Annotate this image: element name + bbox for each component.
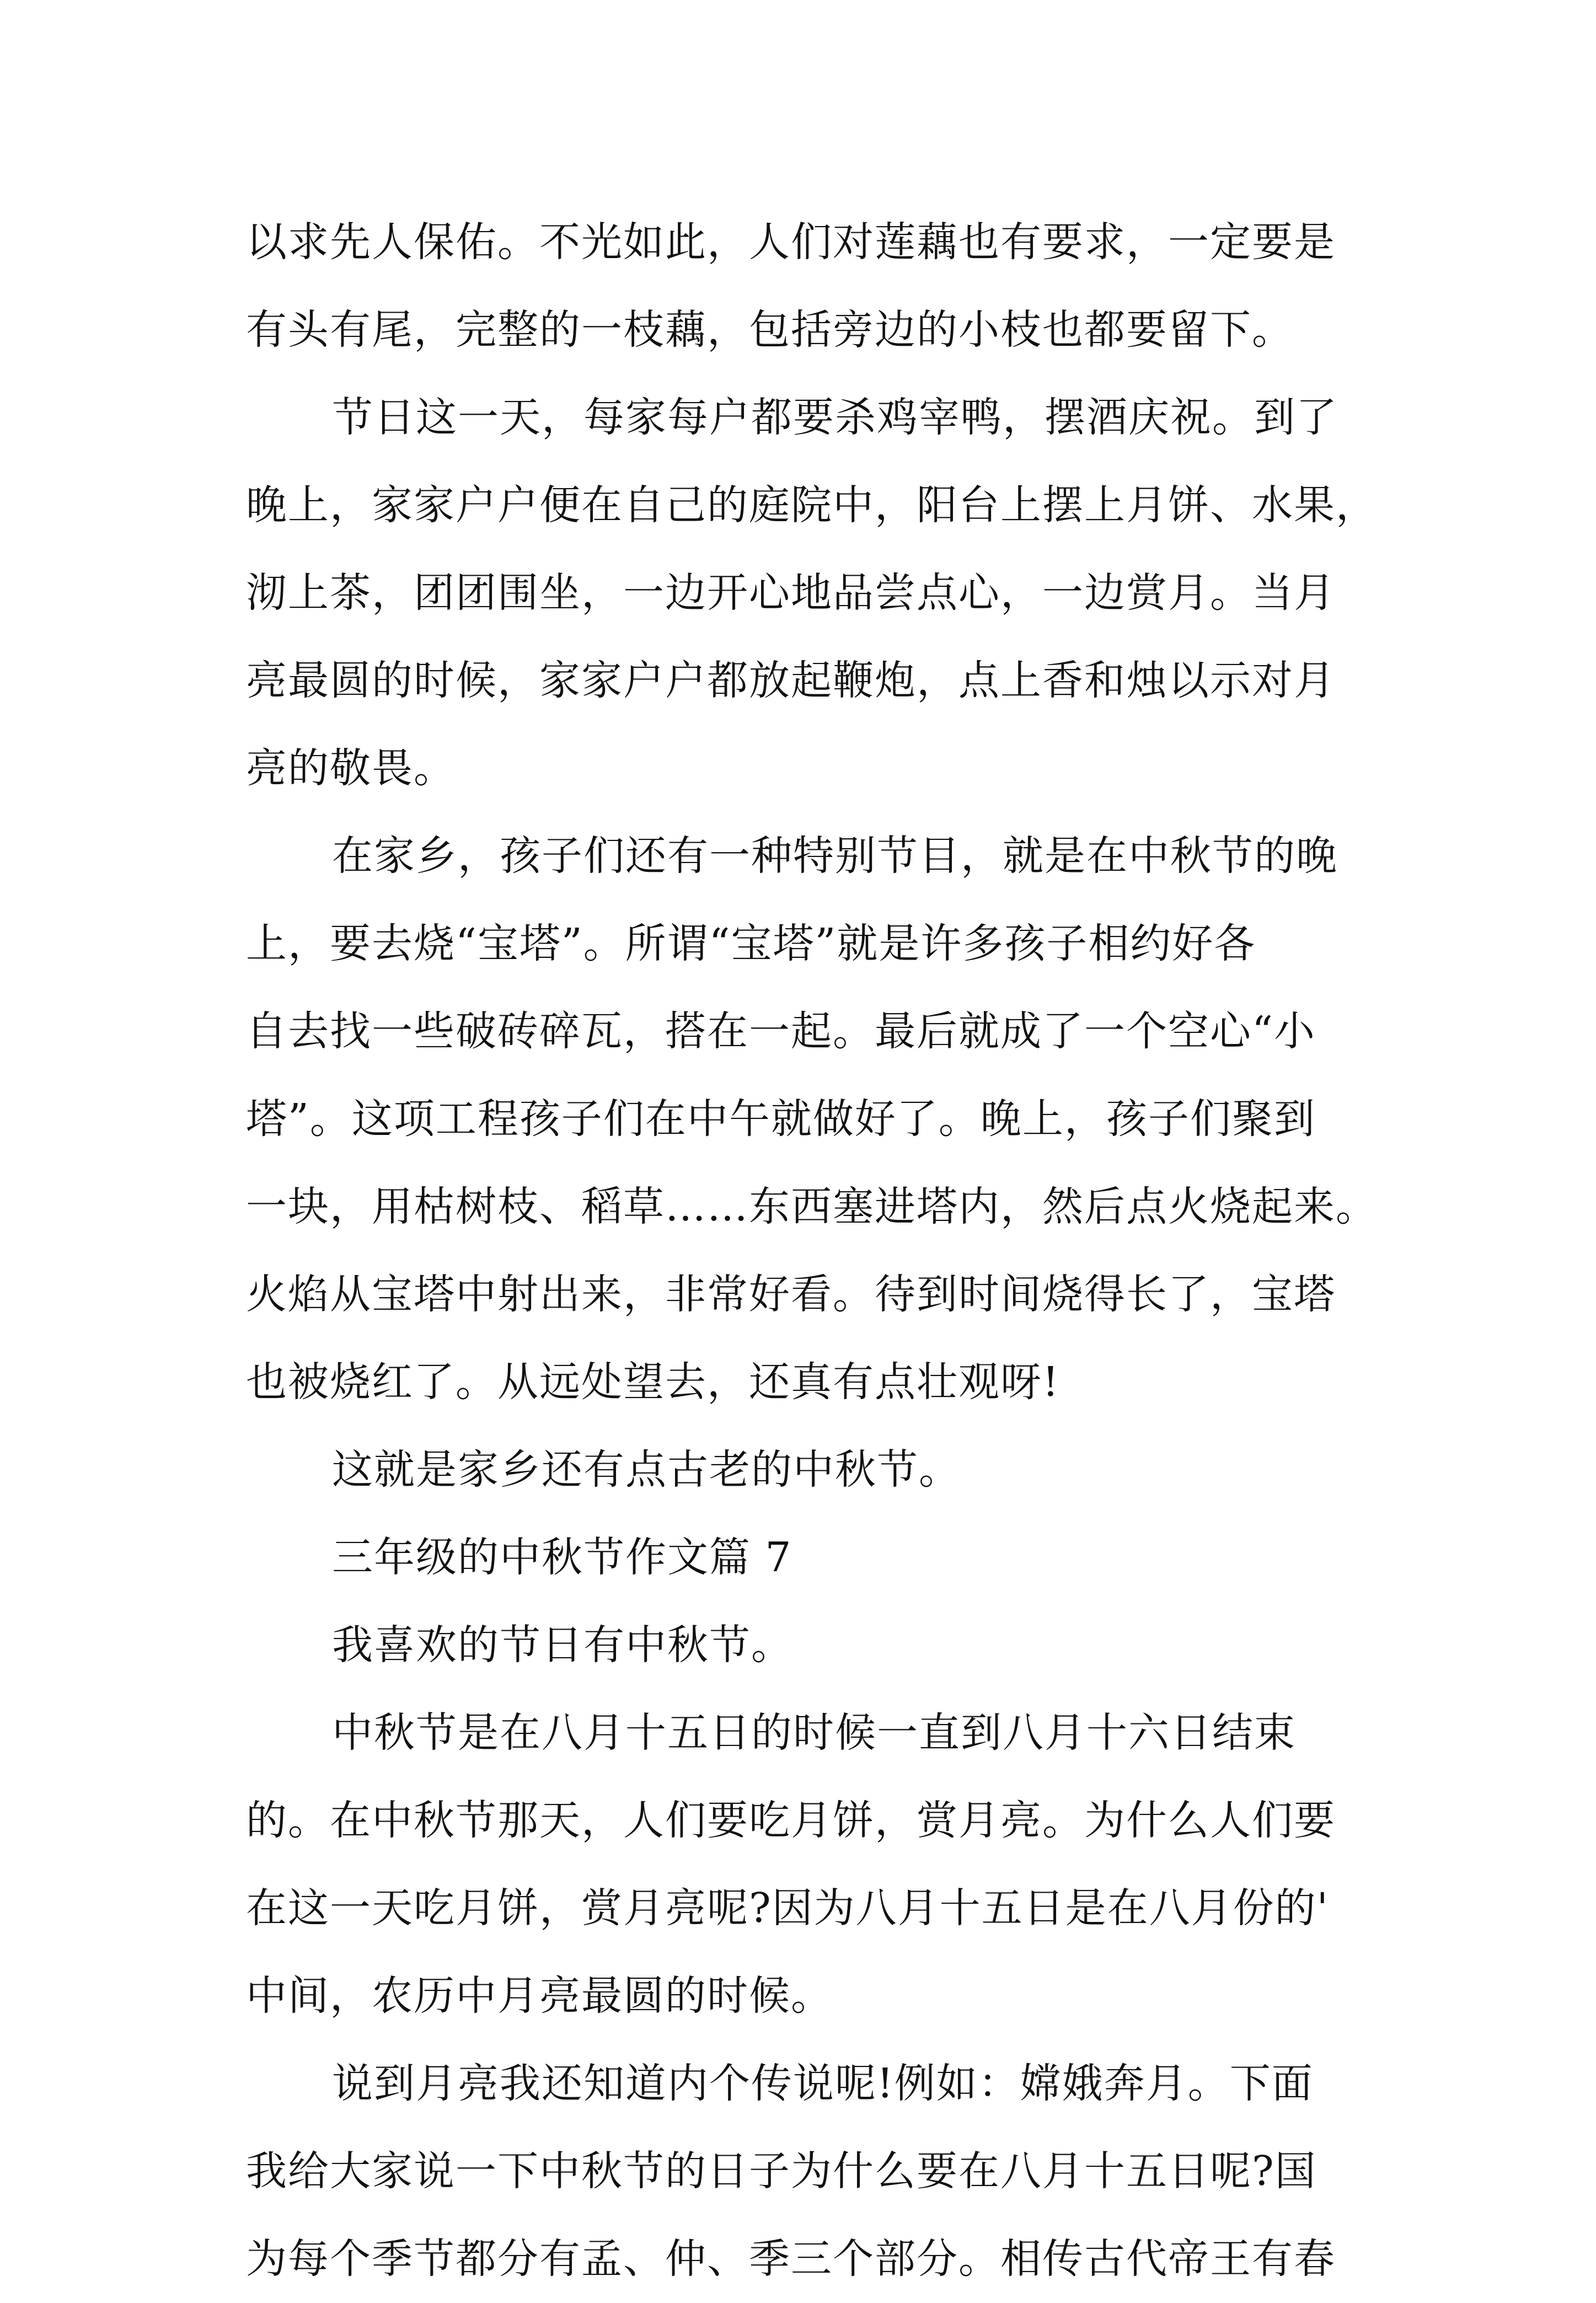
text-line: 以求先人保佑。不光如此，人们对莲藕也有要求，一定要是: [246, 218, 1336, 266]
text-line: 一块，用枯树枝、稻草……东西塞进塔内，然后点火烧起来。: [246, 1183, 1378, 1230]
text-line: 亮的敬畏。: [246, 745, 456, 792]
text-line: 晚上，家家户户便在自己的庭院中，阳台上摆上月饼、水果，: [246, 481, 1378, 529]
text-line: 在家乡，孩子们还有一种特别节目，就是在中秋节的晚: [332, 832, 1338, 880]
text-line: 中秋节是在八月十五日的时候一直到八月十六日结束: [332, 1709, 1296, 1756]
text-line: 也被烧红了。从远处望去，还真有点壮观呀!: [246, 1358, 1060, 1406]
text-line: 有头有尾，完整的一枝藕，包括旁边的小枝也都要留下。: [246, 306, 1294, 354]
text-line: 亮最圆的时候，家家户户都放起鞭炮，点上香和烛以示对月: [246, 657, 1336, 704]
text-line: 上，要去烧“宝塔”。所谓“宝塔”就是许多孩子相约好各: [246, 920, 1256, 967]
text-line: 为每个季节都分有孟、仲、季三个部分。相传古代帝王有春: [246, 2235, 1336, 2283]
text-line: 我喜欢的节日有中秋节。: [332, 1621, 793, 1669]
text-line: 在这一天吃月饼，赏月亮呢?因为八月十五日是在八月份的': [246, 1884, 1330, 1932]
text-line: 自去找一些破砖碎瓦，搭在一起。最后就成了一个空心“小: [246, 1008, 1316, 1055]
text-line: 火焰从宝塔中射出来，非常好看。待到时间烧得长了，宝塔: [246, 1271, 1336, 1318]
text-line: 沏上茶，团团围坐，一边开心地品尝点心，一边赏月。当月: [246, 569, 1336, 617]
text-line: 我给大家说一下中秋节的日子为什么要在八月十五日呢?国: [246, 2147, 1317, 2195]
text-line: 这就是家乡还有点古老的中秋节。: [332, 1446, 961, 1493]
article-heading: 三年级的中秋节作文篇 7: [332, 1534, 792, 1581]
text-line: 说到月亮我还知道内个传说呢!例如：嫦娥奔月。下面: [332, 2060, 1314, 2107]
text-line: 中间，农历中月亮最圆的时候。: [246, 1972, 833, 2020]
text-line: 节日这一天，每家每户都要杀鸡宰鸭，摆酒庆祝。到了: [332, 394, 1338, 441]
document-body: [246, 199, 1378, 2303]
text-line: 塔”。这项工程孩子们在中午就做好了。晚上，孩子们聚到: [246, 1095, 1316, 1143]
text-line: 的。在中秋节那天，人们要吃月饼，赏月亮。为什么人们要: [246, 1797, 1336, 1844]
